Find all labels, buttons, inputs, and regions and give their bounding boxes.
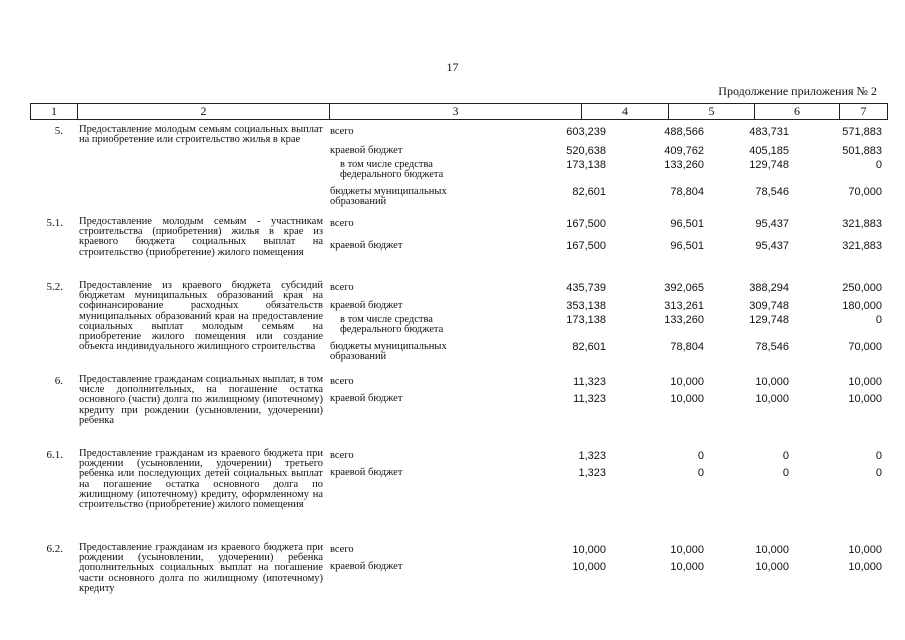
row-description: Предоставление гражданам из краевого бюджета при рождении (усыновлении, удочерении) третьего ребенка или последующих детей социальных выплат на погашение остатка основного долга по жилищному (ипотечному) кредиту, оформленному на строительство (приобретение) жилого помещения	[79, 448, 323, 511]
funding-source-label: всего	[330, 126, 354, 137]
funding-row	[330, 375, 882, 392]
table-row	[30, 543, 888, 609]
amount-cell: 82,601	[572, 186, 606, 198]
row-description: Предоставление молодым семьям социальных выплат на приобретение или строительство жилья в крае	[79, 124, 323, 146]
amount-cell: 167,500	[566, 218, 606, 230]
funding-source-label: всего	[330, 544, 354, 555]
amount-cell: 483,731	[749, 126, 789, 138]
funding-row	[330, 217, 882, 239]
amount-cell: 571,883	[842, 126, 882, 138]
column-header: 3	[329, 104, 581, 119]
funding-row	[330, 299, 882, 313]
row-number: 5.	[54, 125, 63, 137]
amount-cell: 0	[875, 450, 882, 462]
amount-cell: 0	[697, 450, 704, 462]
row-number: 6.2.	[46, 543, 63, 555]
table-row	[30, 125, 888, 213]
funding-rows	[330, 217, 882, 253]
funding-source-label: бюджеты муниципальных образований	[330, 186, 447, 208]
column-header: 2	[77, 104, 329, 119]
amount-cell: 409,762	[664, 145, 704, 157]
funding-rows	[330, 449, 882, 480]
table-row	[30, 449, 888, 539]
amount-cell: 1,323	[578, 467, 606, 479]
funding-row	[330, 281, 882, 299]
table-row	[30, 281, 888, 371]
funding-source-label: краевой бюджет	[330, 467, 403, 478]
funding-source-label: краевой бюджет	[330, 561, 403, 572]
amount-cell: 133,260	[664, 314, 704, 326]
amount-cell: 10,000	[670, 561, 704, 573]
funding-source-label: всего	[330, 218, 354, 229]
amount-cell: 11,323	[573, 376, 606, 388]
amount-cell: 78,804	[670, 341, 704, 353]
amount-cell: 250,000	[842, 282, 882, 294]
amount-cell: 435,739	[566, 282, 606, 294]
amount-cell: 70,000	[848, 186, 882, 198]
amount-cell: 10,000	[848, 376, 882, 388]
table-body	[30, 125, 888, 613]
amount-cell: 388,294	[749, 282, 789, 294]
column-header: 4	[581, 104, 668, 119]
amount-cell: 95,437	[755, 218, 789, 230]
funding-rows	[330, 375, 882, 406]
funding-row	[330, 185, 882, 207]
funding-source-label: в том числе средства федерального бюджета	[340, 314, 444, 336]
row-number: 5.1.	[46, 217, 63, 229]
row-description: Предоставление гражданам социальных выплат, в том числе дополнительных, на погашение остатка основного (части) долга по жилищному (ипотечному) кредиту при рождении (усыновлении, удочерении) ребенка	[79, 374, 323, 426]
amount-cell: 167,500	[566, 240, 606, 252]
amount-cell: 10,000	[755, 544, 789, 556]
amount-cell: 0	[875, 467, 882, 479]
amount-cell: 501,883	[842, 145, 882, 157]
amount-cell: 0	[875, 314, 882, 326]
amount-cell: 70,000	[848, 341, 882, 353]
table-row	[30, 217, 888, 277]
amount-cell: 10,000	[755, 393, 789, 405]
funding-rows	[330, 125, 882, 207]
page-number: 17	[446, 60, 459, 74]
amount-cell: 78,546	[755, 341, 789, 353]
funding-rows	[330, 281, 882, 362]
amount-cell: 133,260	[664, 159, 704, 171]
amount-cell: 321,883	[842, 240, 882, 252]
amount-cell: 321,883	[842, 218, 882, 230]
row-description: Предоставление из краевого бюджета субсидий бюджетам муниципальных образований края на софинансирование расходных обязательств муниципальных образований края на предоставление социальных выплат молодым семьям на приобретение жилого помещения или создание объекта индивидуального жилищного строительства	[79, 280, 323, 353]
row-number: 5.2.	[46, 281, 63, 293]
funding-row	[330, 466, 882, 480]
funding-row	[330, 340, 882, 362]
amount-cell: 96,501	[670, 218, 704, 230]
funding-row	[330, 543, 882, 560]
amount-cell: 603,239	[566, 126, 606, 138]
amount-cell: 173,138	[566, 159, 606, 171]
funding-row	[330, 392, 882, 406]
funding-source-label: краевой бюджет	[330, 240, 403, 251]
amount-cell: 78,546	[755, 186, 789, 198]
continuation-title: Продолжение приложения № 2	[718, 84, 877, 98]
row-description: Предоставление гражданам из краевого бюджета при рождении (усыновлении, удочерении) ребенка дополнительных социальных выплат на погашение части основного долга по жилищному (ипотечному) кредиту	[79, 542, 323, 594]
amount-cell: 10,000	[670, 544, 704, 556]
amount-cell: 173,138	[566, 314, 606, 326]
amount-cell: 10,000	[755, 561, 789, 573]
funding-row	[330, 313, 882, 340]
funding-source-label: краевой бюджет	[330, 300, 403, 311]
amount-cell: 78,804	[670, 186, 704, 198]
funding-source-label: в том числе средства федерального бюджета	[340, 159, 444, 181]
row-number: 6.1.	[46, 449, 63, 461]
amount-cell: 129,748	[749, 159, 789, 171]
funding-source-label: всего	[330, 450, 354, 461]
amount-cell: 0	[875, 159, 882, 171]
amount-cell: 96,501	[670, 240, 704, 252]
amount-cell: 0	[782, 467, 789, 479]
amount-cell: 10,000	[670, 376, 704, 388]
amount-cell: 10,000	[848, 544, 882, 556]
amount-cell: 0	[697, 467, 704, 479]
amount-cell: 488,566	[664, 126, 704, 138]
row-number: 6.	[54, 375, 63, 387]
amount-cell: 313,261	[664, 300, 704, 312]
amount-cell: 129,748	[749, 314, 789, 326]
amount-cell: 10,000	[670, 393, 704, 405]
amount-cell: 10,000	[572, 561, 606, 573]
amount-cell: 10,000	[755, 376, 789, 388]
funding-source-label: всего	[330, 376, 354, 387]
funding-rows	[330, 543, 882, 574]
funding-row	[330, 239, 882, 253]
funding-row	[330, 158, 882, 185]
funding-source-label: бюджеты муниципальных образований	[330, 341, 447, 363]
amount-cell: 95,437	[755, 240, 789, 252]
amount-cell: 180,000	[842, 300, 882, 312]
amount-cell: 520,638	[566, 145, 606, 157]
amount-cell: 11,323	[573, 393, 606, 405]
funding-row	[330, 449, 882, 466]
funding-source-label: краевой бюджет	[330, 145, 403, 156]
column-header: 5	[668, 104, 754, 119]
amount-cell: 10,000	[572, 544, 606, 556]
funding-row	[330, 125, 882, 144]
funding-source-label: краевой бюджет	[330, 393, 403, 404]
amount-cell: 309,748	[749, 300, 789, 312]
amount-cell: 353,138	[566, 300, 606, 312]
funding-row	[330, 560, 882, 574]
amount-cell: 82,601	[572, 341, 606, 353]
funding-row	[330, 144, 882, 158]
column-header: 7	[839, 104, 888, 119]
table-header	[30, 103, 888, 120]
amount-cell: 0	[782, 450, 789, 462]
amount-cell: 10,000	[848, 393, 882, 405]
row-description: Предоставление молодым семьям - участникам строительства (приобретения) жилья в крае из краевого бюджета социальных выплат на строительство (приобретение) жилого помещения	[79, 216, 323, 258]
column-header: 1	[30, 104, 77, 119]
amount-cell: 10,000	[848, 561, 882, 573]
column-header: 6	[754, 104, 839, 119]
funding-source-label: всего	[330, 282, 354, 293]
amount-cell: 392,065	[664, 282, 704, 294]
table-row	[30, 375, 888, 445]
amount-cell: 405,185	[749, 145, 789, 157]
amount-cell: 1,323	[578, 450, 606, 462]
